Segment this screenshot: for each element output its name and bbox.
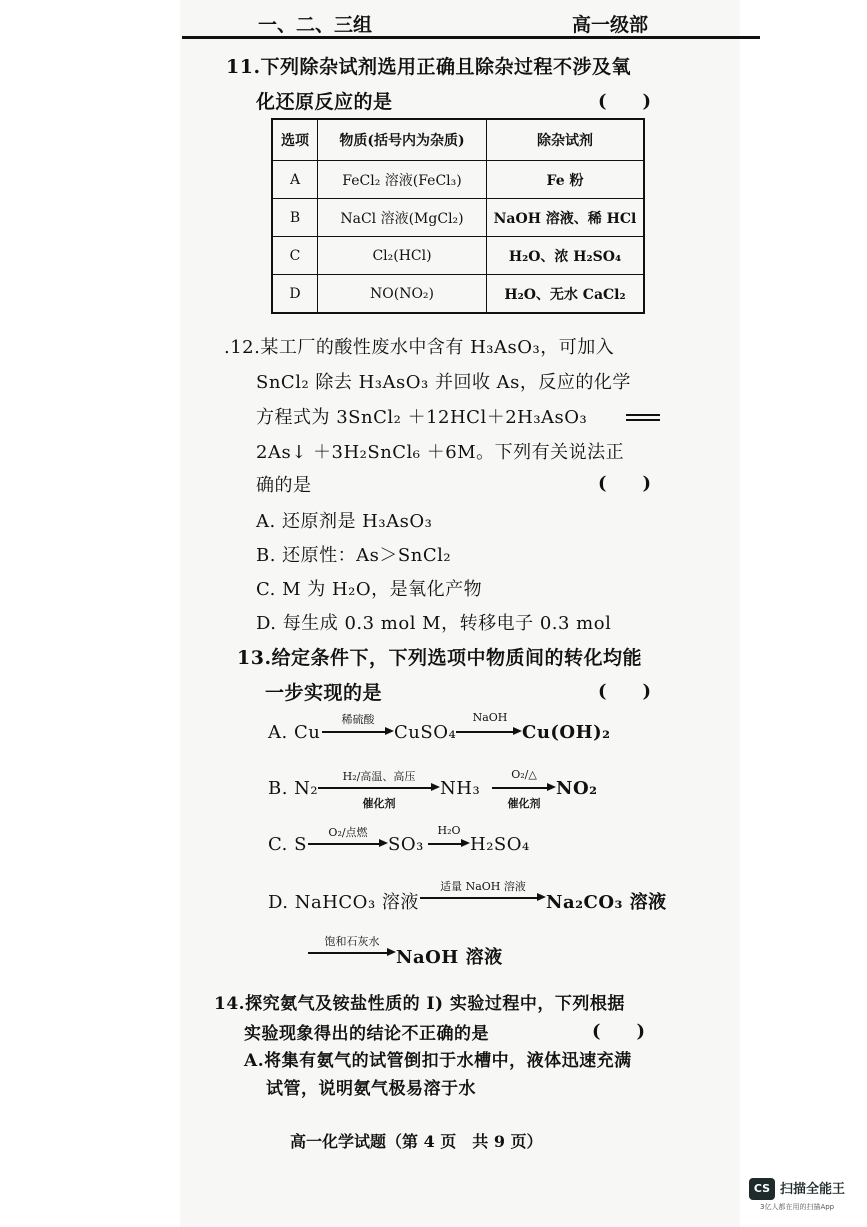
table-cell: NO(NO₂)	[318, 275, 487, 314]
q13-d-start: D. NaHCO₃ 溶液	[268, 892, 419, 913]
q11-table	[271, 118, 645, 314]
reaction-arrow	[456, 726, 522, 736]
reaction-arrow	[308, 947, 396, 957]
q13-d-cond1: 适量 NaOH 溶液	[440, 880, 526, 893]
q13-a-mid: CuSO₄	[394, 722, 457, 743]
q13-b-cond1-bottom: 催化剂	[362, 797, 396, 810]
q12-stem-line2: SnCl₂ 除去 H₃AsO₃ 并回收 As，反应的化学	[256, 372, 631, 393]
q13-b-cond1-top: H₂/高温、高压	[342, 770, 416, 783]
q14-option-a-line2: 试管，说明氨气极易溶于水	[266, 1079, 476, 1099]
camscanner-logo-icon: CS	[749, 1178, 775, 1200]
q13-a-end: Cu(OH)₂	[522, 722, 611, 743]
table-row	[272, 199, 644, 237]
table-cell: Cl₂(HCl)	[318, 237, 487, 275]
q13-b-mid: NH₃	[440, 778, 481, 799]
q13-stem-line2: 一步实现的是	[265, 682, 383, 704]
table-cell: NaOH 溶液、稀 HCl	[487, 199, 645, 237]
q13-d-mid: Na₂CO₃ 溶液	[546, 892, 667, 913]
table-cell: C	[272, 237, 318, 275]
table-cell: D	[272, 275, 318, 314]
q13-c-cond2: H₂O	[437, 824, 461, 837]
table-cell: A	[272, 161, 318, 199]
q13-c-start: C. S	[268, 834, 307, 855]
table-header-row	[272, 119, 644, 161]
q13-a-cond2: NaOH	[472, 711, 508, 724]
q13-b-start: B. N₂	[268, 778, 319, 799]
q13-stem-line1: 13.给定条件下，下列选项中物质间的转化均能	[237, 647, 643, 669]
reaction-arrow	[318, 782, 440, 792]
q12-option-a: A. 还原剂是 H₃AsO₃	[256, 511, 433, 532]
table-row	[272, 161, 644, 199]
q13-d-end: NaOH 溶液	[396, 947, 503, 968]
table-header-cell: 选项	[272, 119, 318, 161]
header-rule	[182, 36, 760, 39]
table-cell: B	[272, 199, 318, 237]
table-cell: H₂O、无水 CaCl₂	[487, 275, 645, 314]
q14-option-a-line1: A.将集有氨气的试管倒扣于水槽中，液体迅速充满	[244, 1051, 632, 1071]
table-row	[272, 275, 644, 314]
table-header-cell: 物质(括号内为杂质)	[318, 119, 487, 161]
q13-answer-paren: ( )	[598, 681, 652, 702]
q13-b-cond2-bottom: 催化剂	[507, 797, 541, 810]
q12-stem-line5: 确的是	[256, 475, 312, 496]
reaction-arrow	[322, 726, 394, 736]
q14-answer-paren: ( )	[592, 1021, 646, 1042]
table-cell: Fe 粉	[487, 161, 645, 199]
q13-b-end: NO₂	[556, 778, 598, 799]
q11-answer-paren: ( )	[598, 91, 652, 112]
q12-stem-line3: 方程式为 3SnCl₂ ＋12HCl＋2H₃AsO₃	[256, 407, 588, 428]
q13-a-start: A. Cu	[268, 722, 321, 743]
table-cell: FeCl₂ 溶液(FeCl₃)	[318, 161, 487, 199]
q12-answer-paren: ( )	[598, 473, 652, 494]
page-footer: 高一化学试题（第 4 页 共 9 页）	[290, 1132, 543, 1151]
table-cell: H₂O、浓 H₂SO₄	[487, 237, 645, 275]
reaction-arrow	[492, 782, 556, 792]
table-header-cell: 除杂试剂	[487, 119, 645, 161]
q13-b-cond2-top: O₂/△	[511, 768, 537, 781]
q12-stem-line4: 2As↓ ＋3H₂SnCl₆ ＋6M。下列有关说法正	[256, 442, 625, 463]
q14-stem-line1: 14.探究氨气及铵盐性质的 I) 实验过程中，下列根据	[214, 994, 625, 1014]
reaction-arrow	[428, 838, 470, 848]
q11-stem-line1: 11.下列除杂试剂选用正确且除杂过程不涉及氧	[226, 56, 632, 78]
table-cell: NaCl 溶液(MgCl₂)	[318, 199, 487, 237]
equation-equals-bar	[626, 414, 660, 416]
q13-c-mid: SO₃	[388, 834, 424, 855]
q11-stem-line2: 化还原反应的是	[256, 91, 393, 113]
q12-option-d: D. 每生成 0.3 mol M，转移电子 0.3 mol	[256, 613, 612, 634]
watermark-title: 扫描全能王	[780, 1182, 846, 1197]
grade-header: 高一级部	[572, 14, 649, 36]
table-row	[272, 237, 644, 275]
q13-a-cond1: 稀硫酸	[341, 713, 375, 726]
q12-stem-line1: .12.某工厂的酸性废水中含有 H₃AsO₃，可加入	[224, 337, 615, 358]
watermark-subtitle: 3亿人都在用的扫描App	[760, 1203, 835, 1211]
q13-c-end: H₂SO₄	[470, 834, 530, 855]
q12-option-c: C. M 为 H₂O，是氧化产物	[256, 579, 483, 600]
equation-equals-bar	[626, 419, 660, 421]
group-header: 一、二、三组	[258, 14, 373, 36]
q14-stem-line2: 实验现象得出的结论不正确的是	[244, 1024, 489, 1044]
reaction-arrow	[308, 838, 388, 848]
q13-d-cond2: 饱和石灰水	[324, 935, 380, 948]
q13-c-cond1: O₂/点燃	[328, 826, 368, 839]
reaction-arrow	[420, 892, 546, 902]
q12-option-b: B. 还原性：As＞SnCl₂	[256, 545, 452, 566]
